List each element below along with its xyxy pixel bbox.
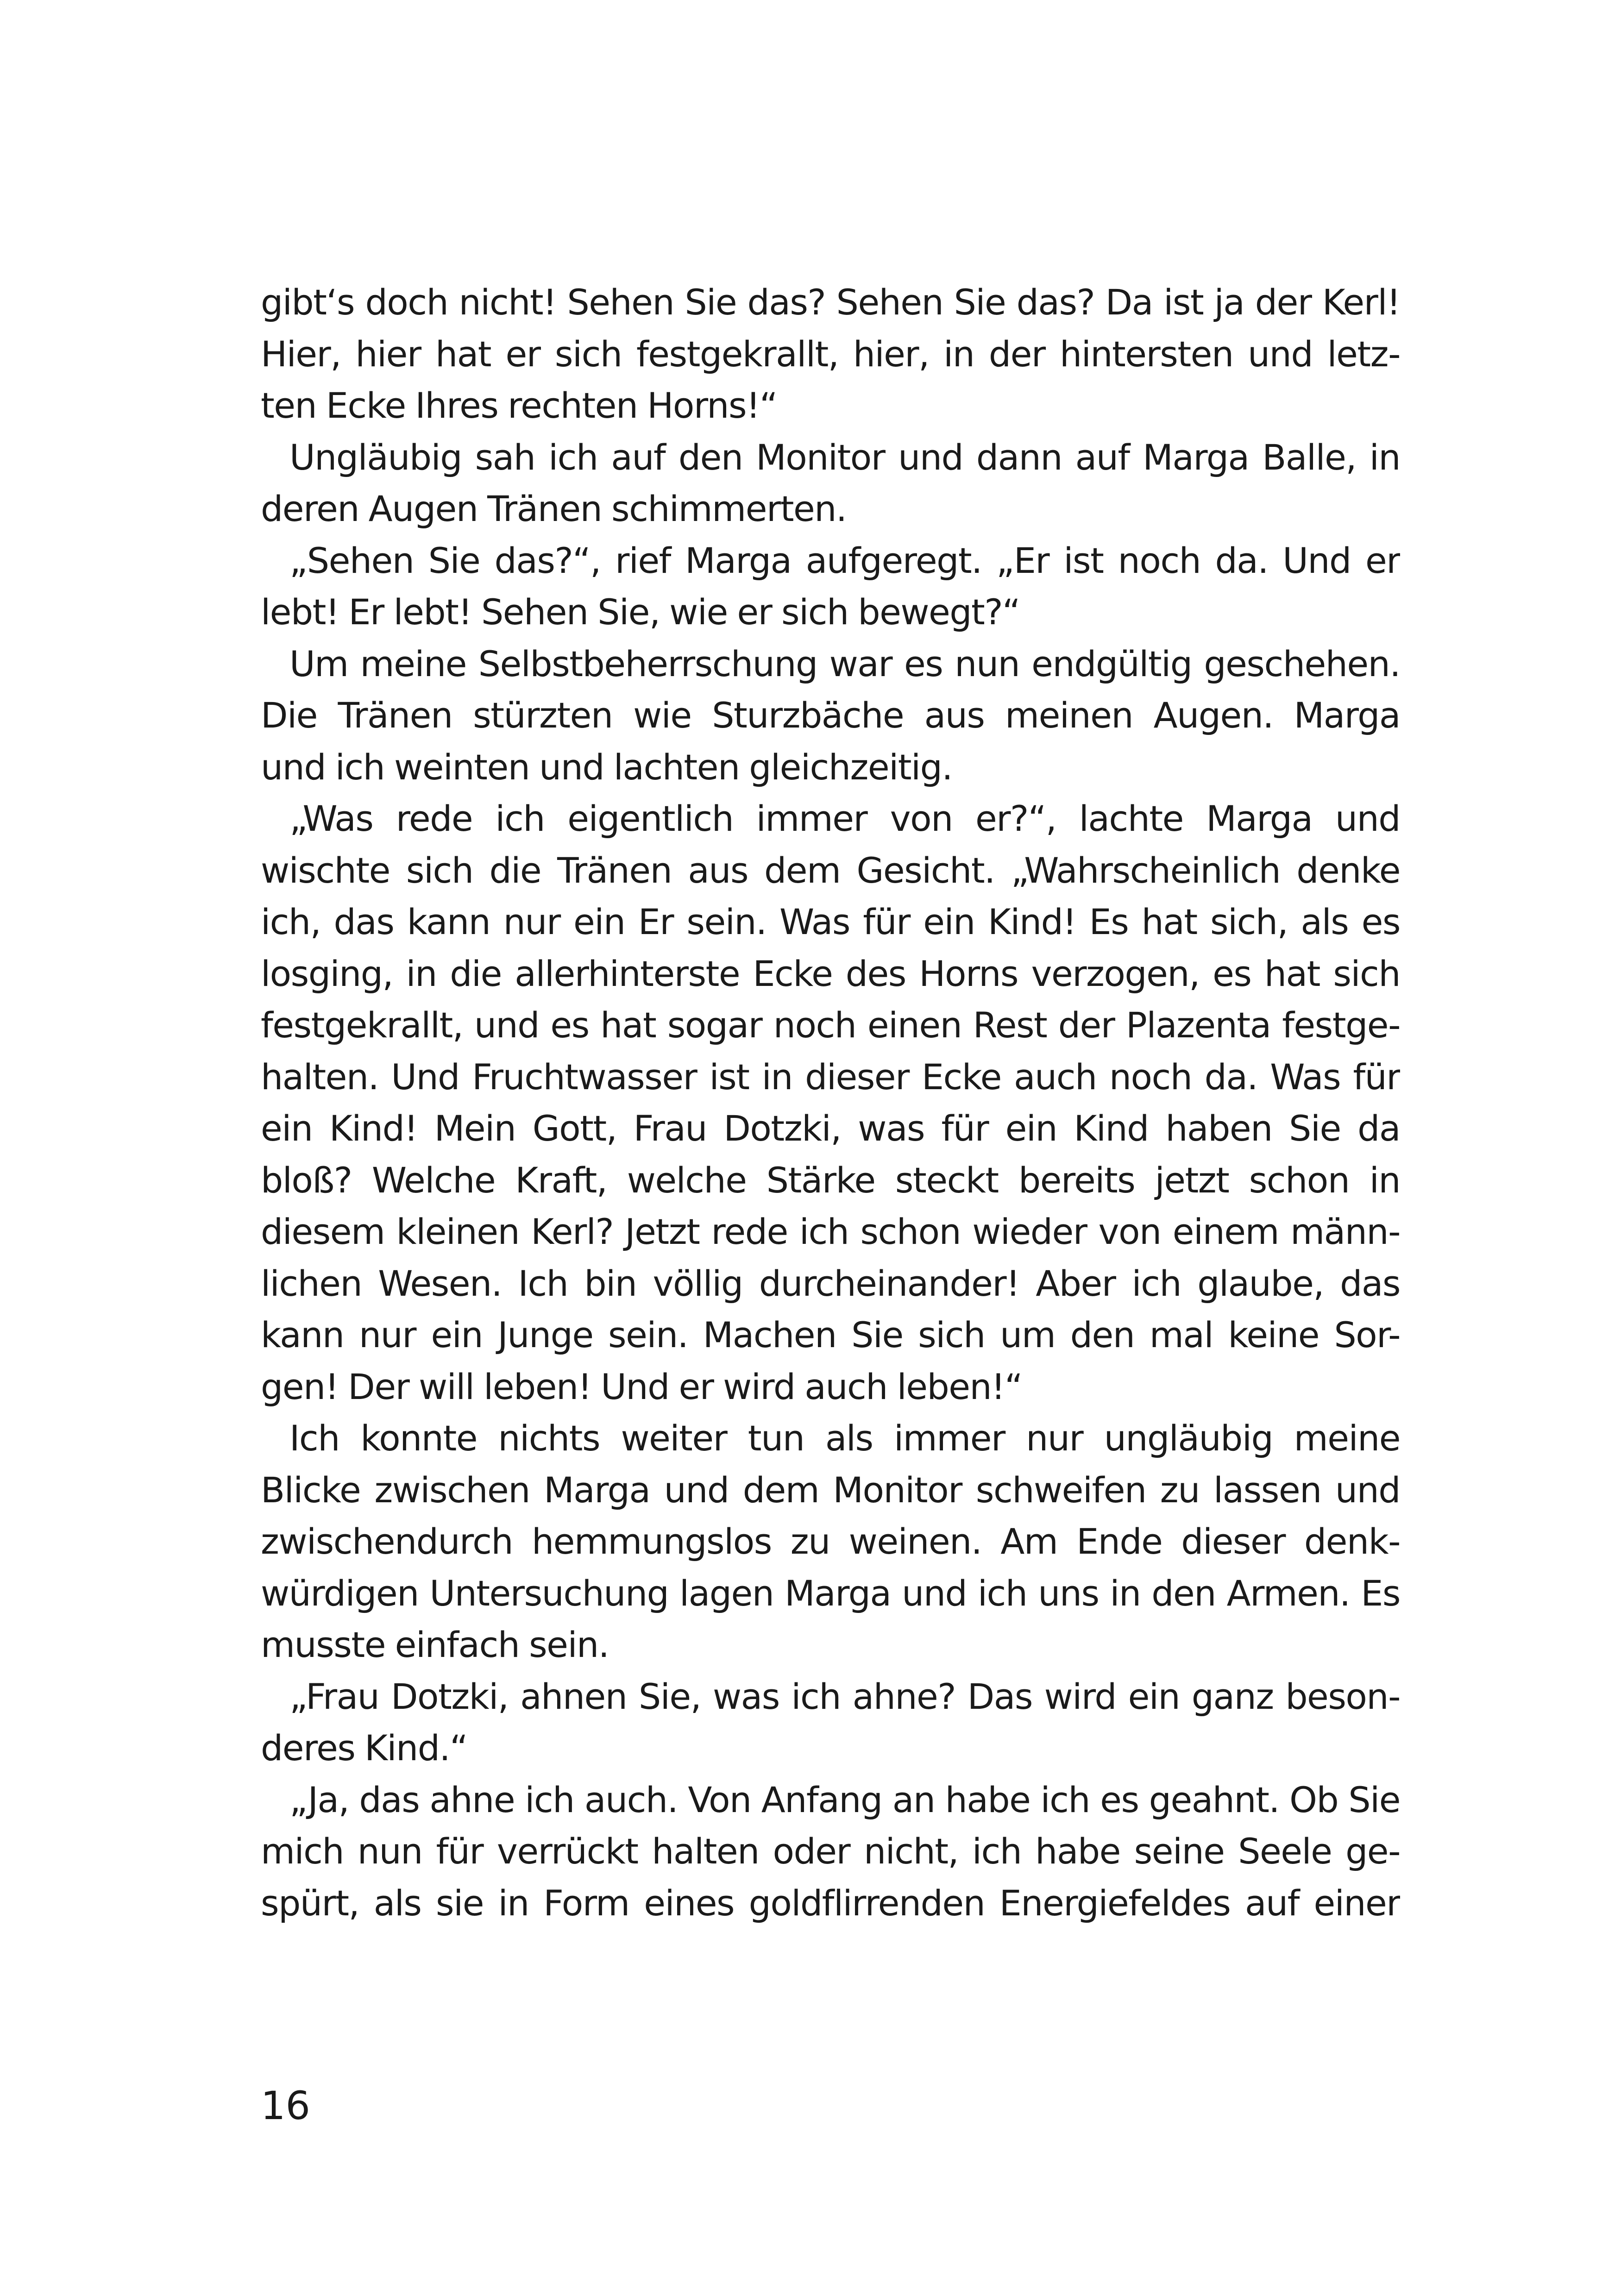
- text-line: „Sehen Sie das?“, rief Marga aufgeregt. „Er ist noch da. Und er: [289, 539, 1400, 581]
- text-line: würdigen Untersuchung lagen Marga und ich uns in den Armen. Es: [261, 1572, 1400, 1614]
- text-line: ein Kind! Mein Gott, Frau Dotzki, was für ein Kind haben Sie da: [261, 1108, 1400, 1149]
- text-line: musste einfach sein.: [261, 1624, 609, 1665]
- text-line: kann nur ein Junge sein. Machen Sie sich um den mal keine Sor-: [261, 1314, 1400, 1355]
- text-line: und ich weinten und lachten gleichzeitig.: [261, 746, 953, 788]
- text-line: lebt! Er lebt! Sehen Sie, wie er sich bewegt?“: [261, 591, 1020, 633]
- page-number: 16: [261, 2083, 310, 2128]
- text-line: gen! Der will leben! Und er wird auch leben!“: [261, 1366, 1022, 1407]
- text-line: diesem kleinen Kerl? Jetzt rede ich schon wieder von einem männ-: [261, 1211, 1400, 1252]
- text-line: Hier, hier hat er sich festgekrallt, hier, in der hintersten und letz-: [261, 333, 1400, 375]
- text-line: ten Ecke Ihres rechten Horns!“: [261, 385, 777, 426]
- text-line: mich nun für verrückt halten oder nicht, ich habe seine Seele ge-: [261, 1831, 1400, 1872]
- text-line: bloß? Welche Kraft, welche Stärke steckt bereits jetzt schon in: [261, 1159, 1400, 1201]
- text-line: Um meine Selbstbeherrschung war es nun endgültig geschehen.: [289, 643, 1400, 684]
- text-line: Ich konnte nichts weiter tun als immer nur ungläubig meine: [289, 1418, 1400, 1459]
- text-line: gibt‘s doch nicht! Sehen Sie das? Sehen Sie das? Da ist ja der Kerl!: [261, 282, 1400, 323]
- text-line: „Ja, das ahne ich auch. Von Anfang an habe ich es geahnt. Ob Sie: [289, 1779, 1400, 1820]
- text-line: „Was rede ich eigentlich immer von er?“, lachte Marga und: [289, 798, 1400, 839]
- text-line: wischte sich die Tränen aus dem Gesicht. „Wahrscheinlich denke: [261, 849, 1400, 891]
- text-line: deres Kind.“: [261, 1727, 467, 1769]
- text-line: Ungläubig sah ich auf den Monitor und dann auf Marga Balle, in: [289, 436, 1400, 478]
- text-line: zwischendurch hemmungslos zu weinen. Am Ende dieser denk-: [261, 1521, 1400, 1562]
- text-line: Die Tränen stürzten wie Sturzbäche aus meinen Augen. Marga: [261, 695, 1400, 736]
- text-line: Blicke zwischen Marga und dem Monitor schweifen zu lassen und: [261, 1469, 1400, 1511]
- text-line: halten. Und Fruchtwasser ist in dieser Ecke auch noch da. Was für: [261, 1056, 1400, 1098]
- text-line: losging, in die allerhinterste Ecke des Horns verzogen, es hat sich: [261, 953, 1400, 994]
- text-line: festgekrallt, und es hat sogar noch einen Rest der Plazenta festge-: [261, 1004, 1400, 1046]
- text-line: ich, das kann nur ein Er sein. Was für ein Kind! Es hat sich, als es: [261, 901, 1400, 942]
- text-line: spürt, als sie in Form eines goldflirrenden Energiefeldes auf einer: [261, 1882, 1400, 1924]
- text-line: lichen Wesen. Ich bin völlig durcheinander! Aber ich glaube, das: [261, 1262, 1400, 1304]
- text-line: deren Augen Tränen schimmerten.: [261, 488, 847, 529]
- body-text: [261, 276, 1400, 1929]
- text-line: „Frau Dotzki, ahnen Sie, was ich ahne? Das wird ein ganz beson-: [289, 1675, 1400, 1717]
